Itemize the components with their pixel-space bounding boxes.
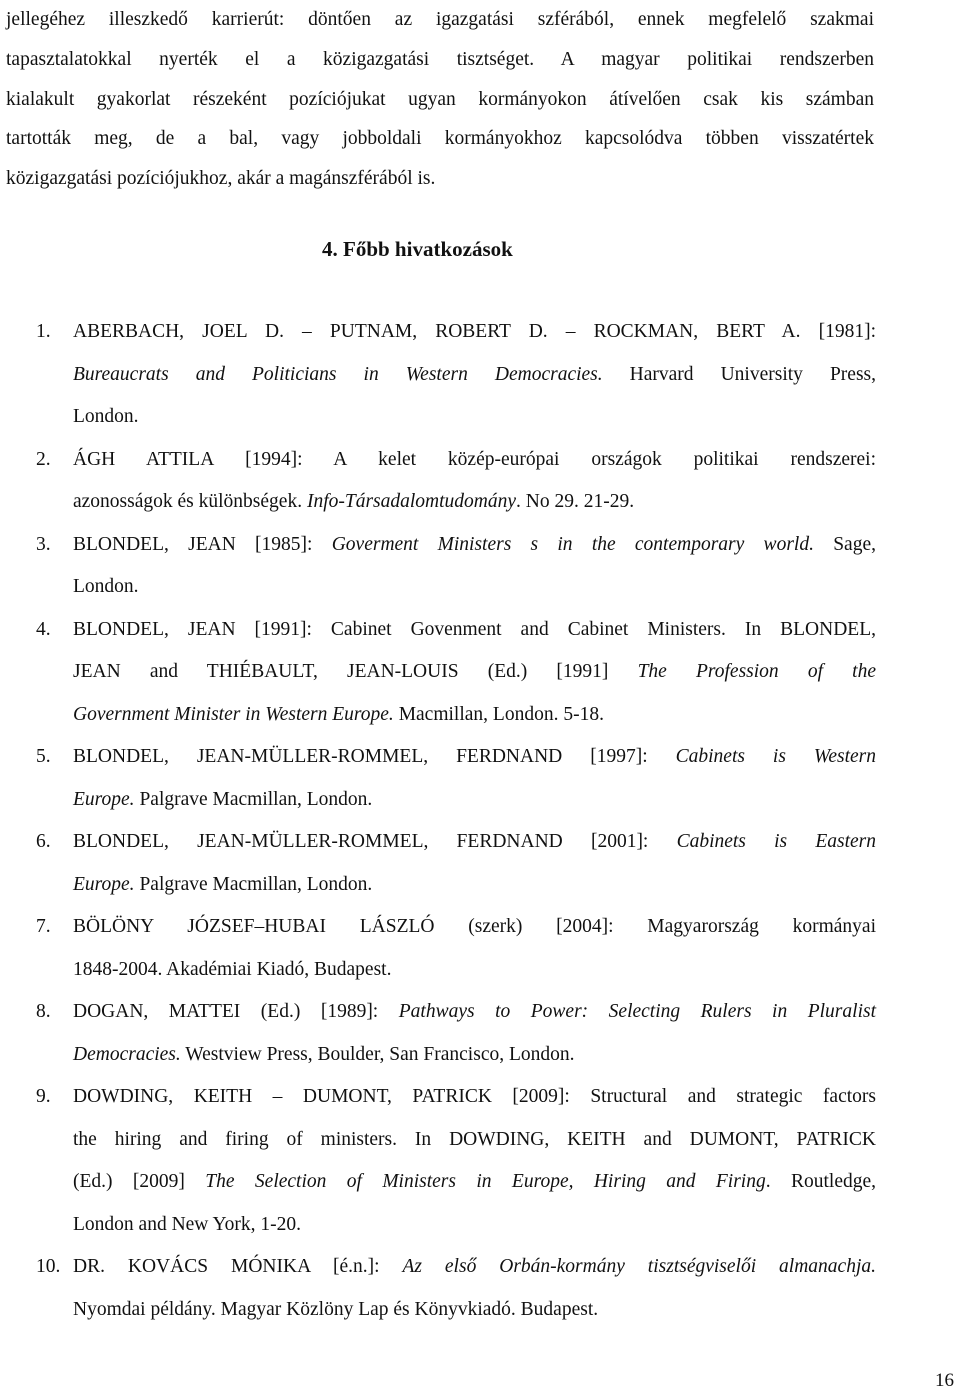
reference-number: 4.: [36, 618, 51, 640]
italic-title: Government Minister in Western Europe.: [73, 703, 394, 725]
reference-item: [0, 906, 876, 991]
reference-text: [73, 311, 876, 439]
italic-title: Europe.: [73, 873, 135, 895]
reference-segment: Palgrave Macmillan, London.: [134, 873, 373, 895]
italic-title: Democracies.: [73, 1043, 181, 1065]
reference-text: [73, 906, 876, 991]
reference-text: [73, 821, 876, 906]
reference-segment: azonosságok és különbségek.: [73, 491, 307, 512]
italic-title: Az első Orbán-kormány tisztségviselői almanachja.: [402, 1256, 876, 1277]
page-number: 16: [935, 1370, 954, 1391]
reference-segment: DR. KOVÁCS MÓNIKA [é.n.]:: [73, 1256, 403, 1277]
reference-number: 5.: [36, 746, 51, 767]
reference-line: [73, 1119, 876, 1162]
reference-line: [73, 524, 876, 567]
reference-line: [73, 481, 876, 524]
reference-segment: BÖLÖNY JÓZSEF–HUBAI LÁSZLÓ (szerk) [2004]: Magyarország kormányai: [73, 916, 876, 937]
reference-segment: Harvard University Press,: [602, 363, 876, 385]
section-heading: 4. Főbb hivatkozások: [322, 237, 513, 261]
reference-line: [73, 1289, 876, 1332]
paragraph-line: jellegéhez illeszkedő karrierút: döntően az igazgatási szférából, ennek megfelelő szakmai: [6, 9, 874, 30]
reference-segment: Westview Press, Boulder, San Francisco, London.: [180, 1043, 575, 1065]
reference-line: [73, 1246, 876, 1289]
reference-item: [0, 991, 876, 1076]
italic-title: Cabinets is Eastern: [676, 831, 876, 852]
reference-text: [73, 1246, 876, 1331]
reference-line: [73, 864, 876, 907]
reference-number: 1.: [36, 321, 51, 342]
reference-text: [73, 1076, 876, 1246]
italic-title: Pathways to Power: Selecting Rulers in Pluralist: [398, 1001, 876, 1022]
reference-segment: BLONDEL, JEAN [1985]:: [73, 533, 332, 555]
reference-line: [73, 1076, 876, 1119]
reference-text: [73, 609, 876, 737]
paragraph-line: tartották meg, de a bal, vagy jobboldali kormányokhoz kapcsolódva többen visszatértek: [6, 128, 874, 150]
reference-segment: ÁGH ATTILA [1994]: A kelet közép-európai országok politikai rendszerei:: [73, 448, 876, 470]
reference-line: [73, 991, 876, 1034]
reference-item: [0, 736, 876, 821]
reference-number: 7.: [36, 916, 51, 937]
italic-title: Info-Társadalomtudomány: [306, 491, 517, 512]
italic-title: The Profession of the: [637, 661, 876, 682]
reference-segment: London.: [73, 406, 139, 427]
reference-segment: (Ed.) [2009]: [73, 1171, 206, 1192]
reference-number: 3.: [36, 533, 51, 555]
reference-segment: BLONDEL, JEAN-MÜLLER-ROMMEL, FERDNAND [2001]:: [73, 831, 677, 852]
reference-line: [73, 566, 876, 609]
reference-segment: Palgrave Macmillan, London.: [134, 788, 373, 810]
reference-item: [0, 439, 876, 524]
reference-list: [0, 311, 876, 1331]
reference-segment: London and New York, 1-20.: [73, 1213, 302, 1235]
reference-segment: DOWDING, KEITH – DUMONT, PATRICK [2009]: Structural and strategic factors: [73, 1086, 876, 1107]
italic-title: Bureaucrats and Politicians in Western Democracies.: [73, 363, 603, 385]
reference-item: [0, 609, 876, 737]
reference-text: [73, 991, 876, 1076]
reference-line: [73, 1204, 876, 1247]
reference-number: 8.: [36, 1001, 51, 1022]
body-paragraph: [6, 0, 874, 199]
paragraph-line: tapasztalatokkal nyerték el a közigazgatási tisztséget. A magyar politikai rendszerben: [6, 48, 874, 70]
italic-title: Cabinets is Western: [675, 746, 877, 767]
reference-segment: BLONDEL, JEAN [1991]: Cabinet Govenment and Cabinet Ministers. In BLONDEL,: [73, 618, 876, 640]
reference-line: [73, 311, 876, 354]
reference-segment: Macmillan, London. 5-18.: [393, 703, 604, 725]
italic-title: Goverment Ministers s in the contemporary world.: [331, 533, 814, 555]
reference-item: [0, 1246, 876, 1331]
reference-text: [73, 736, 876, 821]
reference-line: [73, 354, 876, 397]
reference-line: [73, 1034, 876, 1077]
reference-line: [73, 821, 876, 864]
reference-number: 6.: [36, 831, 51, 852]
reference-line: [73, 396, 876, 439]
reference-segment: the hiring and firing of ministers. In DOWDING, KEITH and DUMONT, PATRICK: [73, 1128, 876, 1150]
reference-line: [73, 439, 876, 482]
reference-line: [73, 906, 876, 949]
reference-text: [73, 439, 876, 524]
reference-segment: DOGAN, MATTEI (Ed.) [1989]:: [73, 1001, 399, 1022]
italic-title: The Selection of Ministers in Europe, Hiring and Firing: [205, 1171, 766, 1192]
italic-title: Europe.: [73, 788, 135, 810]
reference-line: [73, 949, 876, 992]
reference-line: [73, 736, 876, 779]
reference-segment: BLONDEL, JEAN-MÜLLER-ROMMEL, FERDNAND [1997]:: [73, 746, 676, 767]
reference-segment: . No 29. 21-29.: [516, 491, 635, 512]
reference-segment: Nyomdai példány. Magyar Közlöny Lap és Könyvkiadó. Budapest.: [73, 1298, 599, 1320]
reference-line: [73, 694, 876, 737]
reference-segment: . Routledge,: [765, 1171, 877, 1192]
reference-line: [73, 1161, 876, 1204]
reference-item: [0, 524, 876, 609]
reference-text: [73, 524, 876, 609]
reference-segment: 1848-2004. Akadémiai Kiadó, Budapest.: [73, 958, 392, 980]
reference-item: [0, 821, 876, 906]
reference-segment: JEAN and THIÉBAULT, JEAN-LOUIS (Ed.) [1991]: [73, 661, 638, 682]
reference-item: [0, 1076, 876, 1246]
paragraph-line: kialakult gyakorlat részeként pozíciójukat ugyan kormányokon átívelően csak kis számban: [6, 88, 874, 110]
paragraph-line: közigazgatási pozíciójukhoz, akár a magánszférából is.: [6, 168, 436, 190]
reference-number: 2.: [36, 448, 51, 470]
reference-number: 10.: [36, 1256, 61, 1277]
reference-line: [73, 651, 876, 694]
reference-number: 9.: [36, 1086, 51, 1107]
reference-segment: Sage,: [813, 533, 876, 555]
reference-segment: ABERBACH, JOEL D. – PUTNAM, ROBERT D. – ROCKMAN, BERT A. [1981]:: [73, 321, 876, 342]
reference-item: [0, 311, 876, 439]
reference-line: [73, 779, 876, 822]
reference-line: [73, 609, 876, 652]
reference-segment: London.: [73, 576, 139, 597]
